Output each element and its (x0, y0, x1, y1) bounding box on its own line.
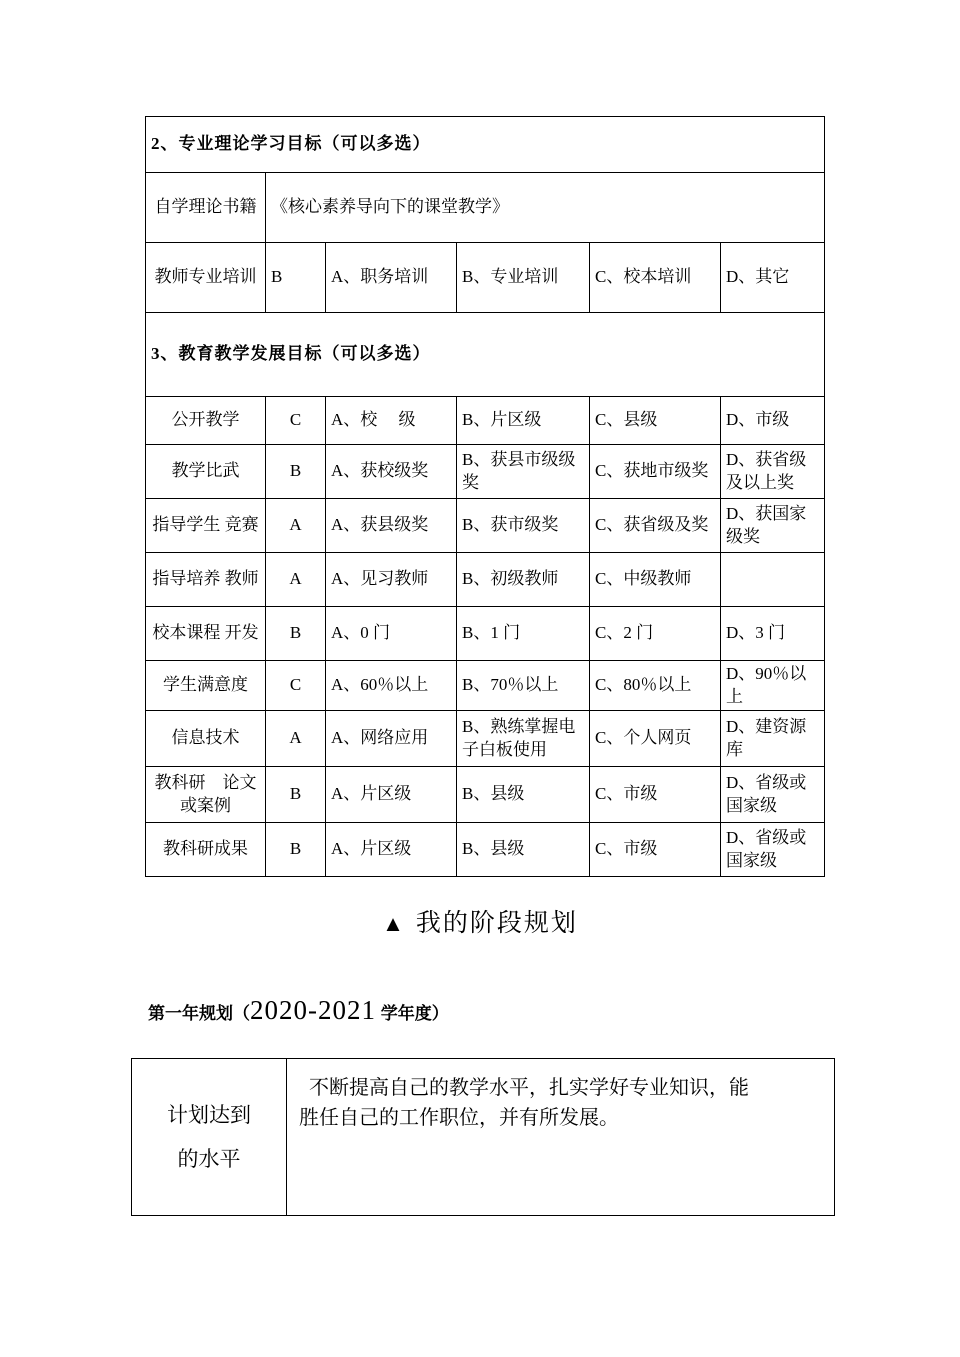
option-a: A、片区级 (326, 823, 457, 877)
goal-row (146, 553, 825, 607)
choice-letter: B (266, 767, 326, 823)
option-a: A、60％以上 (326, 661, 457, 711)
choice-letter: B (266, 607, 326, 661)
option-d: D、建资源库 (721, 711, 825, 767)
option-b: B、1 门 (457, 607, 590, 661)
choice-letter: B (266, 243, 326, 313)
row-label: 公开教学 (146, 397, 266, 445)
option-c: C、获省级及奖 (590, 499, 721, 553)
option-b: B、获市级奖 (457, 499, 590, 553)
option-c: C、市级 (590, 823, 721, 877)
year-plan-prefix: 第一年规划（ (148, 1004, 250, 1023)
book-title: 《核心素养导向下的课堂教学》 (266, 173, 825, 243)
choice-letter: C (266, 661, 326, 711)
row-label: 指导学生 竞赛 (146, 499, 266, 553)
option-b: B、获县市级级奖 (457, 445, 590, 499)
choice-letter: A (266, 711, 326, 767)
option-b: B、县级 (457, 823, 590, 877)
triangle-icon: ▲ (382, 911, 406, 936)
goal-row (146, 445, 825, 499)
section3-heading-row (146, 313, 825, 397)
year-plan-range: 2020-2021 (250, 995, 376, 1025)
option-d: D、3 门 (721, 607, 825, 661)
row-label: 指导培养 教师 (146, 553, 266, 607)
choice-letter: C (266, 397, 326, 445)
goal-row (146, 823, 825, 877)
option-a: A、片区级 (326, 767, 457, 823)
section2-heading: 2、专业理论学习目标（可以多选） (146, 117, 825, 173)
goal-row (146, 661, 825, 711)
year-plan-heading (148, 989, 449, 1032)
option-a: A、0 门 (326, 607, 457, 661)
row-label: 自学理论书籍 (146, 173, 266, 243)
option-b: B、70％以上 (457, 661, 590, 711)
plan-label-cell: 计划达到的水平 (132, 1059, 287, 1216)
section2-heading-row (146, 117, 825, 173)
goal-row (146, 711, 825, 767)
row-label: 教学比武 (146, 445, 266, 499)
goal-row (146, 767, 825, 823)
option-a: A、校 级 (326, 397, 457, 445)
option-a: A、职务培训 (326, 243, 457, 313)
option-c: C、获地市级奖 (590, 445, 721, 499)
row-label: 校本课程 开发 (146, 607, 266, 661)
option-c: C、80％以上 (590, 661, 721, 711)
option-c: C、中级教师 (590, 553, 721, 607)
stage-plan-title: 我的阶段规划 (415, 910, 578, 937)
option-b: B、熟练掌握电子白板使用 (457, 711, 590, 767)
choice-letter: A (266, 499, 326, 553)
plan-content-cell: 不断提高自己的教学水平，扎实学好专业知识，能胜任自己的工作职位，并有所发展。 (287, 1059, 835, 1216)
option-c: C、个人网页 (590, 711, 721, 767)
goal-row (146, 607, 825, 661)
row-label: 教科研成果 (146, 823, 266, 877)
goal-row (146, 397, 825, 445)
option-a: A、网络应用 (326, 711, 457, 767)
goal-row (146, 499, 825, 553)
choice-letter: B (266, 823, 326, 877)
option-c: C、2 门 (590, 607, 721, 661)
option-d: D、省级或国家级 (721, 767, 825, 823)
row-label: 教科研 论文或案例 (146, 767, 266, 823)
option-d: D、省级或国家级 (721, 823, 825, 877)
option-b: B、专业培训 (457, 243, 590, 313)
option-d: D、其它 (721, 243, 825, 313)
section3-heading: 3、教育教学发展目标（可以多选） (146, 313, 825, 397)
option-d: D、获省级及以上奖 (721, 445, 825, 499)
option-b: B、片区级 (457, 397, 590, 445)
option-b: B、县级 (457, 767, 590, 823)
option-d: D、90％以上 (721, 661, 825, 711)
option-d (721, 553, 825, 607)
row-label: 信息技术 (146, 711, 266, 767)
option-a: A、获县级奖 (326, 499, 457, 553)
choice-letter: B (266, 445, 326, 499)
row-label: 教师专业培训 (146, 243, 266, 313)
option-d: D、获国家级奖 (721, 499, 825, 553)
first-year-plan-table (131, 1058, 835, 1216)
option-d: D、市级 (721, 397, 825, 445)
plan-row (132, 1059, 835, 1216)
option-c: C、校本培训 (590, 243, 721, 313)
choice-letter: A (266, 553, 326, 607)
option-c: C、市级 (590, 767, 721, 823)
stage-plan-heading (0, 903, 960, 939)
year-plan-suffix: 学年度） (376, 1004, 449, 1023)
book-row (146, 173, 825, 243)
objectives-table (145, 116, 825, 877)
option-a: A、见习教师 (326, 553, 457, 607)
option-b: B、初级教师 (457, 553, 590, 607)
option-a: A、获校级奖 (326, 445, 457, 499)
row-label: 学生满意度 (146, 661, 266, 711)
training-row (146, 243, 825, 313)
option-c: C、县级 (590, 397, 721, 445)
